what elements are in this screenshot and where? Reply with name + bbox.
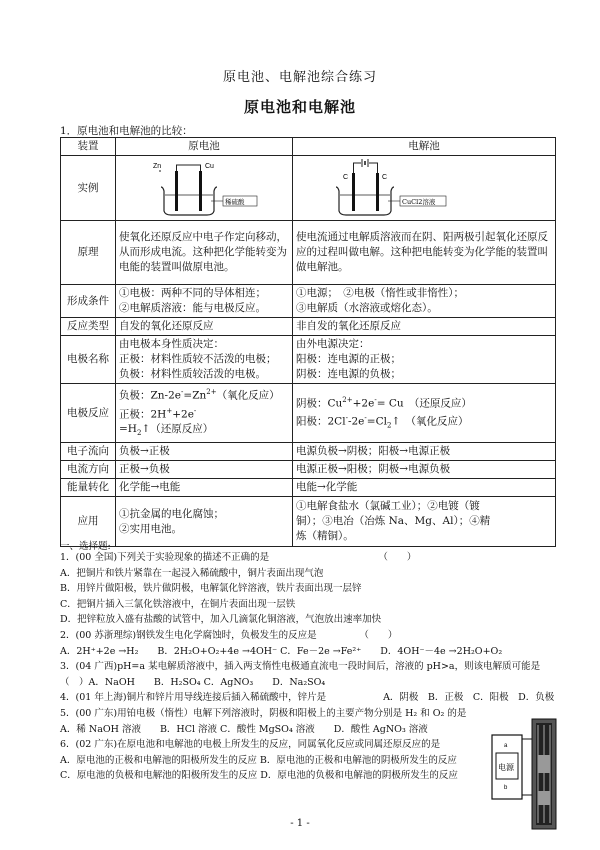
electrode-name-electrolytic-1: 由外电源决定：	[296, 338, 370, 350]
galvanic-cell-figure	[119, 157, 289, 219]
conditions-electrolytic-2: ③电解质（水溶液或熔化态）。	[296, 302, 438, 314]
current-flow-galvanic: 正极→负极	[116, 461, 293, 479]
electrode-name-galvanic-1: 由电极本身性质决定：	[119, 338, 224, 350]
electrode-name-label: 电极名称	[61, 336, 116, 384]
reaction-type-galvanic: 自发的氧化还原反应	[116, 318, 293, 336]
application-galvanic-2: ②实用电池。	[119, 522, 182, 535]
question-line: 2．(00 苏浙理综)钢铁发生电化学腐蚀时，负极发生的反应是 （ ）	[60, 629, 398, 641]
electrolysis-apparatus-figure	[488, 715, 560, 833]
table-row-electrode-name	[61, 336, 556, 384]
page-number: - 1 -	[290, 818, 310, 829]
galvanic-cell-diagram	[119, 157, 289, 219]
intro-text: 1．原电池和电解池的比较：	[60, 125, 193, 137]
conditions-galvanic-1: ①电极：两种不同的导体相连；	[119, 287, 266, 299]
section-title: 原电池和电解池	[243, 98, 356, 116]
electrode-name-galvanic-3: 负极：材料性质较活泼的电极。	[119, 368, 266, 380]
document-title: 原电池、电解池综合练习	[222, 70, 377, 85]
reaction-negative: 负极：$Zn-2e^-=Zn^{2+}$（氧化反应）	[119, 388, 280, 402]
electrode-name-electrolytic-3: 阴极：连电源的负极；	[296, 368, 401, 380]
c-label-2: C	[382, 174, 388, 181]
application-electrolytic-3: 炼（精铜）。	[296, 530, 354, 543]
cu-electrode	[199, 171, 202, 211]
electron-flow-label: 电子流向	[61, 443, 116, 461]
conditions-galvanic-2: ②电解质溶液：能与电极反应。	[119, 302, 266, 314]
table-row-conditions	[61, 285, 556, 318]
application-electrolytic-1: ①电解食盐水（氯碱工业）；②电镀（镀	[296, 500, 480, 513]
question-line: B．用锌片做阳极，铁片做阴极，电解氯化锌溶液，铁片表面出现一层锌	[60, 583, 362, 595]
table-row-electrode-reaction	[61, 384, 556, 443]
question-line: 6．(02 广东)在原电池和电解池的电极上所发生的反应，同属氧化反应或同属还原反应的是	[60, 739, 441, 751]
reaction-cathode: 阴极：$Cu^{2+}+2e^-= Cu$ （还原反应）	[296, 395, 472, 409]
application-electrolytic-2: 铜）；③电冶（冶炼 Na、Mg、Al）；④精	[296, 515, 491, 528]
reaction-type-electrolytic: 非自发的氧化还原反应	[293, 318, 556, 336]
principle-electrolytic: 使电流通过电解质溶液而在阴、阳两极引起氧化还原反应的过程叫做电解。这种把电能转变为化学能的装置叫做电解池。	[293, 221, 556, 285]
table-row-principle	[61, 221, 556, 285]
table-row-reaction-type	[61, 318, 556, 336]
reaction-type-label: 反应类型	[61, 318, 116, 336]
question-line: A．稀 NaOH 溶液 B．HCl 溶液 C．酸性 MgSO₄ 溶液 D．酸性 AgNO₃ 溶液	[60, 723, 428, 735]
zn-label: Zn	[153, 163, 162, 170]
question-line: 5．(00 广东)用铂电极（惰性）电解下列溶液时，阴极和阳极上的主要产物分别是 H₂ 和 O₂ 的是	[60, 707, 467, 719]
header-galvanic: 原电池	[116, 138, 293, 156]
electrolytic-cell-figure	[296, 157, 552, 219]
conditions-electrolytic-1: ①电源； ②电极（惰性或非惰性）；	[296, 287, 464, 299]
terminal-b: b	[504, 785, 508, 791]
terminal-a: a	[504, 743, 508, 749]
current-flow-electrolytic: 电源正极→阳极；阴极→电源负极	[293, 461, 556, 479]
electrode-name-electrolytic-2: 阳极：连电源的正极；	[296, 353, 401, 365]
header-electrolytic: 电解池	[293, 138, 556, 156]
table-row-electron-flow	[61, 443, 556, 461]
principle-label: 原理	[61, 221, 116, 285]
table-row-current-flow	[61, 461, 556, 479]
question-line: C．把铜片插入三氯化铁溶液中，在铜片表面出现一层铁	[60, 598, 296, 610]
conditions-label: 形成条件	[61, 285, 116, 318]
header-device: 装置	[61, 138, 116, 156]
question-line: （ ）A．NaOH B．H₂SO₄ C．AgNO₃ D．Na₂SO₄	[60, 676, 326, 688]
table-header-row	[61, 138, 556, 156]
electrode-reaction-label: 电极反应	[61, 384, 116, 443]
acid-label: 稀硫酸	[225, 198, 245, 206]
power-label: 电源	[498, 763, 514, 772]
table-row-example	[61, 156, 556, 221]
apparatus-diagram	[488, 715, 560, 833]
question-line: 1．(00 全国)下列关于实验现象的描述不正确的是 （ ）	[60, 552, 417, 563]
question-line: 3．(04 广西)pH=a 某电解质溶液中，插入两支惰性电极通直流电一段时间后，溶液的 pH>a，则该电解质可能是	[60, 661, 541, 673]
energy-label: 能量转化	[61, 479, 116, 497]
reaction-anode: 阳极：$2Cl^--2e^-=Cl_2↑$ （氧化反应）	[296, 414, 469, 430]
table-row-energy	[61, 479, 556, 497]
question-line: A．2H⁺+2e →H₂ B．2H₂O+O₂+4e →4OH⁻ C．Fe－2e →Fe²⁺ D．4OH⁻－4e →2H₂O+O₂	[60, 645, 503, 657]
comparison-table	[60, 137, 556, 547]
table-row-application	[61, 497, 556, 547]
beaker-shape	[161, 187, 217, 215]
question-line: D．把锌粒放入盛有盐酸的试管中，加入几滴氯化铜溶液，气泡放出速率加快	[60, 614, 382, 626]
principle-galvanic: 使氧化还原反应中电子作定向移动，从而形成电流。这种把化学能转变为电能的装置叫做原电池。	[116, 221, 293, 285]
c-electrode-1	[352, 173, 355, 211]
application-label: 应用	[61, 497, 116, 547]
energy-electrolytic: 电能→化学能	[293, 479, 556, 497]
solution-label: CuCl2溶液	[402, 198, 436, 206]
question-line: C．原电池的负极和电解池的阳极所发生的反应 D．原电池的负极和电解池的阴极所发生的反应	[60, 770, 458, 782]
question-line: A．原电池的正极和电解池的阳极所发生的反应 B．原电池的正极和电解池的阴极所发生的反应	[60, 754, 457, 766]
reaction-positive: 正极：$2H^++2e^-=H_2↑$（还原反应）	[119, 406, 214, 438]
section-heading: 一、选择题:	[60, 541, 111, 552]
question-line: 4．(01 年上海)铜片和锌片用导线连接后插入稀硫酸中，锌片是 A．阴极 B．正极 C．阳极 D．负极	[60, 692, 555, 704]
example-label: 实例	[61, 156, 116, 221]
electrode-name-galvanic-2: 正极：材料性质较不活泼的电极；	[119, 353, 277, 365]
electrolytic-cell-diagram	[296, 157, 552, 219]
zn-electrode	[175, 171, 178, 211]
question-line: A．把铜片和铁片紧靠在一起浸入稀硫酸中，铜片表面出现气泡	[60, 567, 324, 579]
c-label-1: C	[343, 174, 349, 181]
application-galvanic-1: ①抗金属的电化腐蚀；	[119, 507, 224, 520]
energy-galvanic: 化学能→电能	[116, 479, 293, 497]
electron-flow-galvanic: 负极→正极	[116, 443, 293, 461]
electron-flow-electrolytic: 电源负极→阴极；阳极→电源正极	[293, 443, 556, 461]
beaker-shape-2	[336, 187, 394, 215]
c-electrode-2	[376, 173, 379, 211]
cu-label: Cu	[205, 163, 214, 170]
current-flow-label: 电流方向	[61, 461, 116, 479]
